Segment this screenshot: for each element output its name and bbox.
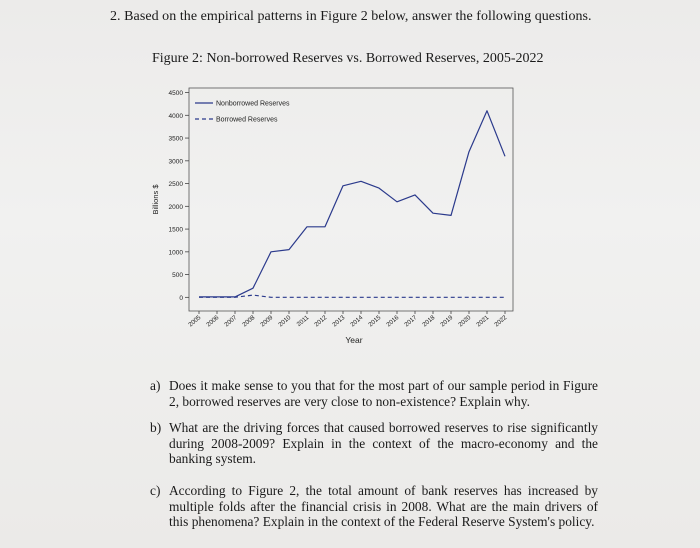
subquestion-text: Does it make sense to you that for the most part of our sample period in Figure 2, borrowed reserves are very close to non-existence? Explain why. [169, 378, 598, 409]
y-tick-label: 1000 [168, 249, 183, 257]
series-line-borrowed-reserves [199, 295, 505, 297]
legend-label-borrowed: Borrowed Reserves [216, 116, 278, 124]
x-tick-label: 2015 [367, 314, 383, 329]
x-tick-label: 2019 [439, 314, 455, 329]
x-tick-label: 2018 [421, 314, 437, 329]
subquestion-text: What are the driving forces that caused borrowed reserves to rise significantly during 2008-2009? Explain in the context of the macro-economy and the banking system. [169, 420, 598, 466]
x-tick-label: 2011 [295, 314, 311, 329]
x-tick-label: 2013 [331, 314, 347, 329]
subquestion-b [150, 420, 598, 467]
subquestion-c [150, 483, 598, 530]
subquestion-a [150, 378, 598, 409]
x-tick-label: 2005 [187, 314, 203, 329]
y-tick-label: 0 [179, 294, 183, 302]
subquestion-letter: c) [150, 483, 161, 498]
x-tick-label: 2006 [205, 314, 221, 329]
y-tick-label: 3500 [168, 135, 183, 143]
y-axis-label: Billions $ [151, 184, 160, 215]
y-tick-label: 2000 [168, 203, 183, 211]
y-tick-label: 3000 [168, 158, 183, 166]
subquestion-letter: a) [150, 378, 161, 393]
question-text: Based on the empirical patterns in Figure 2 below, answer the following questions. [124, 9, 592, 24]
x-tick-label: 2021 [475, 314, 491, 329]
x-tick-label: 2008 [241, 314, 257, 329]
y-tick-label: 2500 [168, 181, 183, 189]
x-tick-label: 2009 [259, 314, 275, 329]
x-tick-label: 2014 [349, 314, 365, 329]
series-line-nonborrowed-reserves [199, 111, 505, 297]
subquestion-text: According to Figure 2, the total amount of bank reserves has increased by multiple folds after the financial crisis in 2008. What are the main drivers of this phenomena? Explain in the context of the Federal Reserve System's policy. [169, 483, 598, 529]
y-tick-label: 4000 [168, 112, 183, 120]
x-tick-label: 2007 [223, 314, 239, 329]
x-tick-label: 2022 [493, 314, 509, 329]
x-tick-label: 2012 [313, 314, 329, 329]
subquestion-letter: b) [150, 420, 162, 435]
y-tick-label: 4500 [168, 90, 183, 98]
question-number: 2. [110, 9, 121, 24]
x-tick-label: 2020 [457, 314, 473, 329]
x-tick-label: 2017 [403, 314, 419, 329]
y-tick-label: 1500 [168, 226, 183, 234]
x-axis-label: Year [345, 335, 363, 345]
y-tick-label: 500 [172, 272, 183, 280]
legend-label-nonborrowed: Nonborrowed Reserves [216, 100, 290, 108]
figure-title: Figure 2: Non-borrowed Reserves vs. Borrowed Reserves, 2005-2022 [152, 51, 544, 66]
x-tick-label: 2016 [385, 314, 401, 329]
x-tick-label: 2010 [277, 314, 293, 329]
